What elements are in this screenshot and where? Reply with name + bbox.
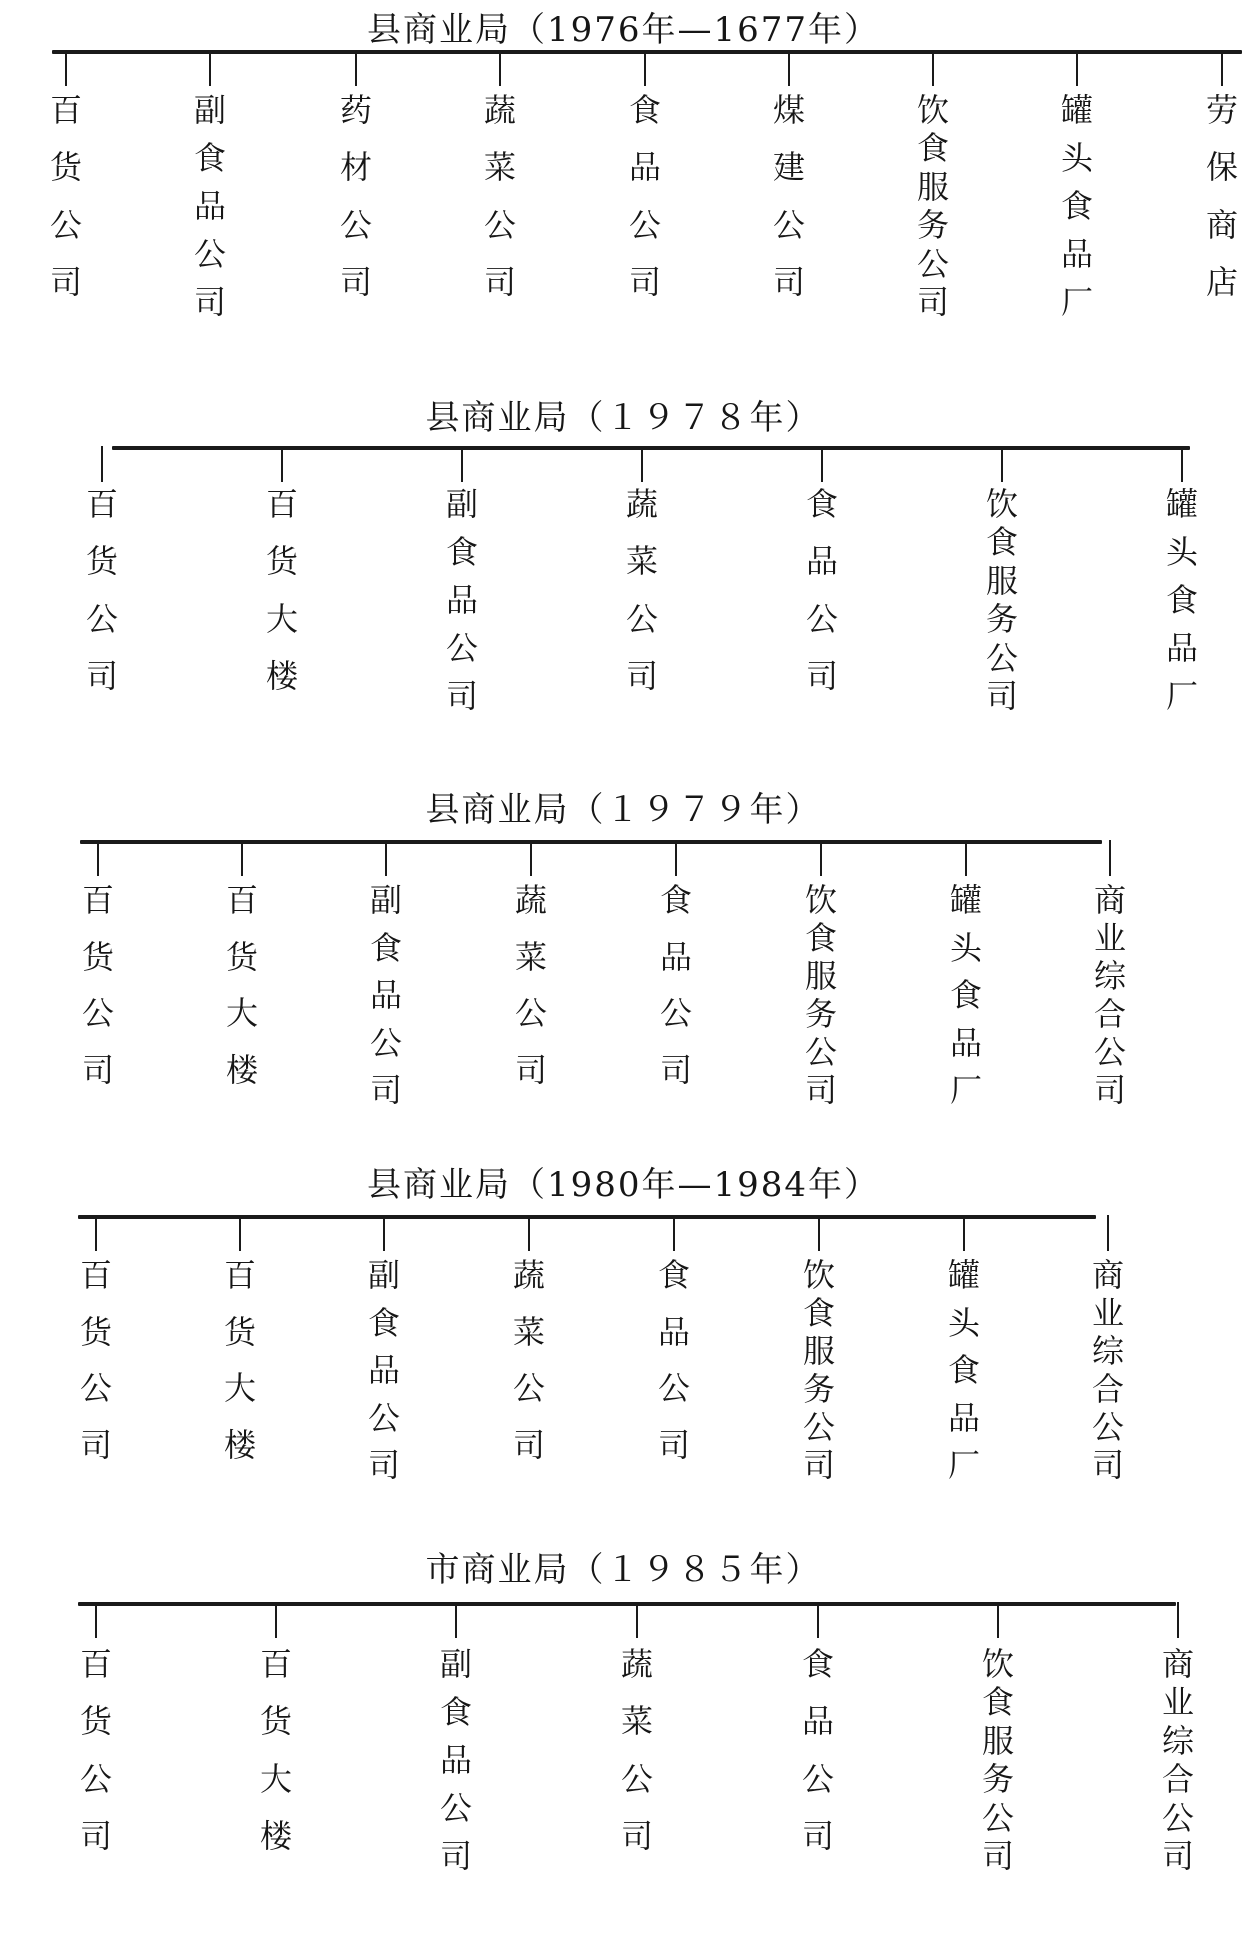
branch-line	[673, 1215, 675, 1251]
org-unit-label: 罐 头 食 品 厂	[1060, 91, 1093, 321]
branch-line	[95, 1602, 97, 1638]
branch-line	[821, 446, 823, 482]
org-unit-label: 饮 食 服 务 公 司	[916, 91, 949, 321]
org-unit-label: 饮 食 服 务 公 司	[804, 881, 837, 1109]
org-unit-label: 蔬 菜 公 司	[620, 1645, 653, 1855]
org-unit-label: 副 食 品 公 司	[439, 1645, 472, 1875]
branch-line	[528, 1215, 530, 1251]
branch-line	[1107, 1215, 1109, 1251]
branch-line	[636, 1602, 638, 1638]
branch-line	[817, 1602, 819, 1638]
connector-bar	[80, 840, 1102, 844]
chart-1979	[0, 780, 1247, 1120]
chart-1976	[0, 0, 1247, 330]
branch-line	[1001, 446, 1003, 482]
branch-line	[932, 50, 934, 86]
org-unit-label: 食 品 公 司	[659, 881, 692, 1089]
org-unit-label: 百 货 公 司	[49, 91, 82, 301]
org-unit-label: 罐 头 食 品 厂	[1165, 485, 1198, 715]
org-unit-label: 百 货 公 司	[79, 1256, 112, 1464]
org-unit-label: 药 材 公 司	[339, 91, 372, 301]
org-unit-label: 副 食 品 公 司	[369, 881, 402, 1109]
org-unit-label: 饮 食 服 务 公 司	[985, 485, 1018, 715]
branch-line	[965, 840, 967, 876]
branch-line	[209, 50, 211, 86]
chart-title: 县商业局（1980年—1984年）	[366, 1165, 881, 1205]
org-unit-label: 副 食 品 公 司	[445, 485, 478, 715]
branch-line	[281, 446, 283, 482]
branch-line	[385, 840, 387, 876]
branch-line	[818, 1215, 820, 1251]
branch-line	[97, 840, 99, 876]
branch-line	[455, 1602, 457, 1638]
branch-line	[530, 840, 532, 876]
org-unit-label: 蔬 菜 公 司	[483, 91, 516, 301]
chart-title: 市商业局（１９８５年）	[425, 1550, 822, 1590]
branch-line	[101, 446, 103, 482]
org-unit-label: 百 货 大 楼	[223, 1256, 256, 1464]
branch-line	[820, 840, 822, 876]
org-unit-label: 蔬 菜 公 司	[512, 1256, 545, 1464]
branch-line	[499, 50, 501, 86]
org-unit-label: 商 业 综 合 公 司	[1091, 1256, 1124, 1484]
org-unit-label: 副 食 品 公 司	[193, 91, 226, 321]
branch-line	[1177, 1602, 1179, 1638]
branch-line	[239, 1215, 241, 1251]
chart-1980-1984	[0, 1155, 1247, 1495]
connector-bar	[78, 1215, 1096, 1219]
org-unit-label: 百 货 大 楼	[259, 1645, 292, 1855]
branch-line	[675, 840, 677, 876]
branch-line	[461, 446, 463, 482]
org-unit-label: 百 货 公 司	[79, 1645, 112, 1855]
branch-line	[275, 1602, 277, 1638]
branch-line	[963, 1215, 965, 1251]
branch-line	[241, 840, 243, 876]
org-unit-label: 商 业 综 合 公 司	[1093, 881, 1126, 1109]
org-unit-label: 蔬 菜 公 司	[514, 881, 547, 1089]
org-unit-label: 食 品 公 司	[805, 485, 838, 695]
org-unit-label: 食 品 公 司	[628, 91, 661, 301]
org-unit-label: 百 货 大 楼	[225, 881, 258, 1089]
org-unit-label: 蔬 菜 公 司	[625, 485, 658, 695]
org-unit-label: 百 货 公 司	[81, 881, 114, 1089]
branch-line	[1109, 840, 1111, 876]
branch-line	[1181, 446, 1183, 482]
org-unit-label: 百 货 大 楼	[265, 485, 298, 695]
org-unit-label: 煤 建 公 司	[772, 91, 805, 301]
connector-bar	[52, 50, 1242, 54]
org-unit-label: 食 品 公 司	[657, 1256, 690, 1464]
org-unit-label: 罐 头 食 品 厂	[949, 881, 982, 1109]
branch-line	[383, 1215, 385, 1251]
branch-line	[1221, 50, 1223, 86]
branch-line	[65, 50, 67, 86]
org-unit-label: 食 品 公 司	[801, 1645, 834, 1855]
branch-line	[644, 50, 646, 86]
branch-line	[788, 50, 790, 86]
chart-title: 县商业局（1976年—1677年）	[366, 10, 881, 50]
branch-line	[1076, 50, 1078, 86]
chart-1978	[0, 388, 1247, 728]
chart-1985	[0, 1540, 1247, 1880]
org-unit-label: 饮 食 服 务 公 司	[802, 1256, 835, 1484]
branch-line	[95, 1215, 97, 1251]
org-unit-label: 商 业 综 合 公 司	[1161, 1645, 1194, 1875]
branch-line	[355, 50, 357, 86]
branch-line	[997, 1602, 999, 1638]
branch-line	[641, 446, 643, 482]
org-unit-label: 劳 保 商 店	[1205, 91, 1238, 301]
chart-title: 县商业局（１９７９年）	[425, 790, 822, 830]
connector-bar	[78, 1602, 1176, 1606]
org-unit-label: 罐 头 食 品 厂	[947, 1256, 980, 1484]
org-unit-label: 饮 食 服 务 公 司	[981, 1645, 1014, 1875]
org-unit-label: 副 食 品 公 司	[367, 1256, 400, 1484]
chart-title: 县商业局（１９７８年）	[425, 398, 822, 438]
org-unit-label: 百 货 公 司	[85, 485, 118, 695]
connector-bar	[112, 446, 1190, 450]
